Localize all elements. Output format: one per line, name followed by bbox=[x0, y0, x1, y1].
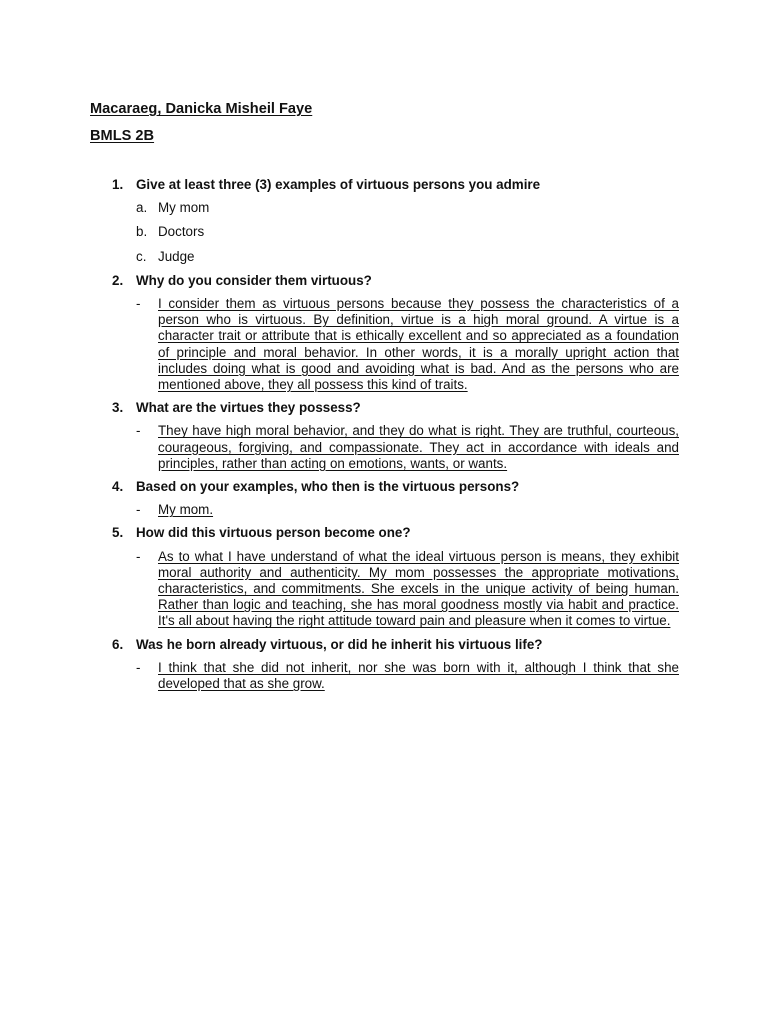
answer-text: As to what I have understand of what the ideal virtuous person is means, they exhibit moral authority and authenticity. My mom possesses the appropriate motivations, characteristics, and commitments. She excels in the unique activity of being human. Rather than logic and teaching, she has moral goodness mostly via habit and practice. It's all about having the right attitude toward pain and pleasure when it comes to virtue. bbox=[158, 548, 679, 629]
answer-dash: - bbox=[136, 296, 141, 312]
question-number: 2. bbox=[112, 272, 124, 288]
question-text: Why do you consider them virtuous? bbox=[136, 272, 372, 288]
question-text: How did this virtuous person become one? bbox=[136, 525, 411, 541]
answer-dash: - bbox=[136, 659, 141, 675]
answer-text: My mom. bbox=[158, 502, 214, 518]
answer-block bbox=[136, 549, 679, 630]
answer-block bbox=[136, 423, 679, 472]
question-text: Give at least three (3) examples of virtuous persons you admire bbox=[136, 177, 541, 192]
item-text: My mom bbox=[158, 200, 210, 216]
answer-text: I think that she did not inherit, nor she was born with it, although I think that she developed that as she grow. bbox=[158, 659, 679, 692]
answer-dash: - bbox=[136, 548, 141, 564]
item-text: Judge bbox=[158, 248, 195, 264]
item-text: Doctors bbox=[158, 224, 205, 240]
answer-text: I consider them as virtuous persons because they possess the characteristics of a person who is virtuous. By definition, virtue is a high moral ground. A virtue is a character trait or attribute that is ethically excellent and so appreciated as a foundation of principle and moral behavior. In other words, it is a morally upright action that includes doing what is good and avoiding what is bad. And as the persons who are mentioned above, they all possess this kind of traits. bbox=[158, 296, 679, 393]
answer-block bbox=[136, 660, 679, 692]
example-item bbox=[136, 249, 679, 265]
item-letter: a. bbox=[136, 200, 148, 216]
question-6 bbox=[112, 637, 679, 693]
question-number: 6. bbox=[112, 636, 124, 652]
question-number: 4. bbox=[112, 479, 124, 495]
question-2 bbox=[112, 273, 679, 393]
answer-dash: - bbox=[136, 502, 141, 518]
question-number: 1. bbox=[112, 177, 124, 192]
question-3 bbox=[112, 400, 679, 472]
question-1 bbox=[112, 177, 679, 265]
course-code: BMLS 2B bbox=[90, 128, 155, 144]
item-letter: b. bbox=[136, 224, 148, 240]
answer-dash: - bbox=[136, 423, 141, 439]
question-text: Based on your examples, who then is the virtuous persons? bbox=[136, 479, 520, 495]
question-number: 5. bbox=[112, 525, 124, 541]
question-text: What are the virtues they possess? bbox=[136, 400, 361, 416]
example-item bbox=[136, 224, 679, 240]
question-list bbox=[112, 177, 679, 699]
example-list bbox=[136, 200, 679, 265]
author-name: Macaraeg, Danicka Misheil Faye bbox=[90, 101, 313, 117]
question-number: 3. bbox=[112, 400, 124, 416]
answer-block bbox=[136, 502, 679, 518]
answer-block bbox=[136, 296, 679, 393]
question-5 bbox=[112, 525, 679, 629]
example-item bbox=[136, 200, 679, 216]
question-text: Was he born already virtuous, or did he inherit his virtuous life? bbox=[136, 636, 543, 652]
answer-text: They have high moral behavior, and they do what is right. They are truthful, courteous, courageous, forgiving, and compassionate. They act in accordance with ideals and principles, rather than acting on emotions, wants, or wants. bbox=[158, 423, 679, 471]
question-4 bbox=[112, 479, 679, 518]
item-letter: c. bbox=[136, 248, 147, 264]
